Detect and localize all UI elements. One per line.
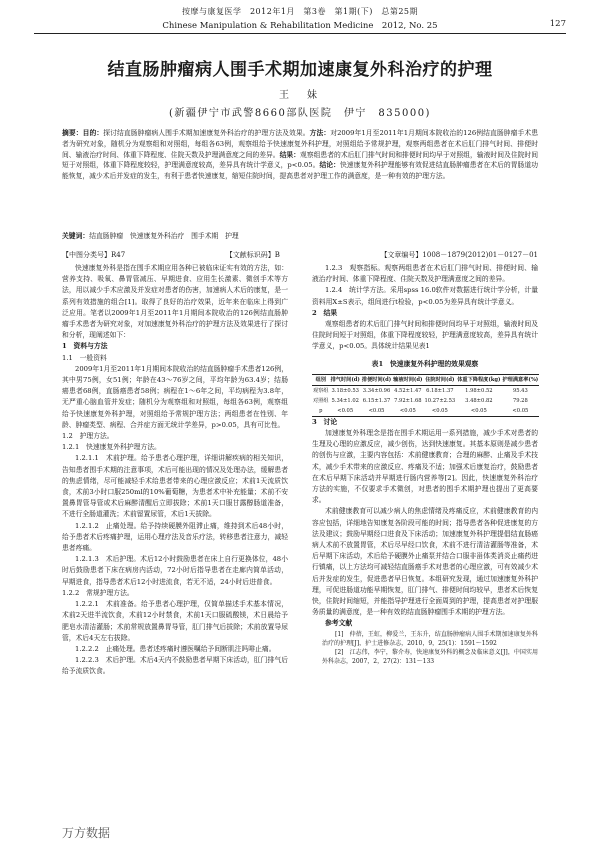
article-title: 结直肠肿瘤病人围手术期加速康复外科治疗的护理 [107,60,493,80]
table-cell: 3.18±0.53 [331,387,359,394]
right-column [312,263,538,666]
table-row [312,406,539,417]
table-cell: 3.48±0.82 [465,397,493,404]
page-number: 127 [549,19,566,29]
section-heading: 1.2 护理方法。 [62,432,114,441]
wanfang-watermark: 万方数据 [62,826,111,840]
abstract-objective: 探讨结直肠肿瘤病人围手术期加速康复外科治疗的护理方法及效果。 [103,129,310,137]
table-cell: 10.27±2.53 [424,397,456,404]
body-paragraph: 1.2.1.2 止痛处理。给予持续硬膜外阻滞止痛，维持到术后48小时，给予患者术后疼痛护理，运用心理疗法及音乐疗法，转移患者注意力，减轻患者疼痛。 [62,521,288,553]
table-cell: 79.28 [512,397,528,404]
table-cell: 5.34±1.02 [331,397,359,404]
table-cell: 7.92±1.68 [394,397,422,404]
table-cell: 1.98±0.52 [465,387,493,394]
table-caption: 表1 快速康复外科护理的效果观察 [371,359,479,368]
body-paragraph: 1.2.3 观察指标。观察两组患者在术后肛门排气时间、排便时间、输液治疗时间、体重下降程度、住院天数及护理满意度之间的差异。 [312,264,538,284]
keywords [62,231,538,241]
abstract-conclusion-label: 结论： [319,161,340,170]
keywords-text: 结直肠肿瘤 快速康复外科治疗 围手术期 护理 [89,232,239,240]
header-rule [34,33,566,34]
abstract-method: 对2009年1月至2011年1月期间本院收治的126例结直肠肿瘤手术患者为研究对象，随机分为观察组和对照组，每组各63例，观察组给予快速康复外科护理，对照组给予常规护理，观察两组患者在术后肛门排气时间、排便时间、输液治疗时间、体重下降程度、住院天数及护理满意度之间的差异。 [62,129,539,159]
body-paragraph: 1.2.1.1 术前护理。给予患者心理护理，详细讲解疾病的相关知识，告知患者围手术期的注意事项，术后可能出现的情况及处理办法，缓解患者的焦虑情绪，尽可能减轻手术给患者带来的心理应激反应；术前1天流质饮食，术前3小时口服250ml的10%葡萄糖，为患者术中补充能量；术前不安置鼻胃管导管或术后麻醉清醒后立即拔除；术前1天口服甘露醇肠道准备，不进行全肠道灌洗；术前留置尿管，术后1天拔除。 [62,454,288,519]
references [312,618,538,665]
section-heading: 1.1 一般资料 [62,353,107,362]
doc-code: 【文献标识码】B [225,251,280,259]
section-heading: 1 资料与方法 [62,342,108,351]
reference-item: [1] 仲蓓，王虹，柳爱兰，王东升，结直肠肿瘤病人围手术期加速康复外科治疗的护理[J]，护士进修杂志，2010，9，25(1)：1591～1592 [322,630,538,647]
table-cell: 6.15±1.37 [362,397,391,404]
reference-item: [2] 江志伟，李宁，黎介寿，快速康复外科的概念及临床意义[J]，中国实用外科杂志，2007，2，27(2)：131～133 [322,648,538,665]
abstract-result-label: 结果： [279,150,301,159]
clc-number: 【中图分类号】R47 [62,251,126,259]
body-paragraph: 加速康复外科理念是指在围手术期运用一系列措施，减少手术对患者的生理及心理的应激反应，减少创伤，达到快速康复。其基本原则是减少患者的创伤与应激，主要内容包括：术前健康教育；合理的麻醉、止痛及手术技术，减少手术带来的应激反应、疼痛及不适；加强术后康复治疗，鼓励患者在术后早期下床活动并早期进行肠内营养等[2]。因此，快速康复外科治疗方法的实施，不仅要求手术微创，对患者的围手术期护理也提出了更高要求。 [312,429,538,505]
body-paragraph: 快速康复外科是指在围手术期应用各种已被临床证实有效的方法，如：营养支持、吸氧、鼻胃管减压、早期进食、应用生长激素、微创手术等方法，用以减少手术应激及并发症对患者的伤害，加速病人术后的康复，是一系列有效措施的组合[1]。取得了良好的治疗效果，近年来在临床上得到广泛应用。笔者以2009年1月至2011年1月期间本院收治的126例结直肠肿瘤手术患者为研究对象，对加速康复外科治疗的护理方法及效果进行了探讨和分析，现阐述如下： [62,264,288,340]
article-number: 【文章编号】1008－1879(2012)01－0127－01 [380,251,538,259]
journal-header-en: Chinese Manipulation & Rehabilitation Medicine 2012, No. 25 [162,21,438,31]
table-cell: <0.05 [368,407,385,414]
body-paragraph: 观察组患者的术后肛门排气时间和排便时间均早于对照组，输液时间及住院时间短于对照组，体重下降程度较轻，护理满意度较高，差异具有统计学意义，p<0.05。具体统计结果见表1 [312,320,538,351]
body-paragraph: 1.2.2.3 术后护理。术后4天内不鼓励患者早期下床活动，肛门排气后给予流质饮食。 [62,656,288,676]
table-row [312,385,539,396]
table-cell: p [319,407,323,414]
abstract-label: 摘要： [62,129,83,137]
right-column-bottom [312,417,538,619]
table-header-cell: 输液时间(d) [393,376,423,383]
table-cell: 4.52±1.47 [394,387,422,394]
table-body [312,385,539,416]
results-table-block [312,359,538,417]
abstract [62,128,538,182]
right-column-top [312,263,538,353]
section-heading: 1.2.1 快速康复外科护理方法。 [62,443,161,452]
table-cell: 3.34±0.96 [362,387,391,394]
article-affiliation: (新疆伊宁市武警8660部队医院 伊宁 835000) [169,108,431,119]
table-header-cell: 排便时间(d) [361,376,392,383]
table-cell: <0.05 [337,407,354,414]
section-heading: 1.2.2 常规护理方法。 [62,588,134,597]
table-header-cell: 组别 [315,376,326,383]
table-cell: <0.05 [431,407,448,414]
body-paragraph: 1.2.4 统计学方法。采用spss 16.0软件对数据进行统计学分析，计量资料用X±S表示，组间进行t检验，p<0.05为差异具有统计学意义。 [312,286,538,306]
section-heading: 3 讨论 [312,417,338,426]
body-paragraph: 1.2.1.3 术后护理。术后12小时鼓励患者在床上自行更换体位，48小时后鼓励患者下床在病房内活动，72小时后指导患者在走廊内简单活动，早期进食，指导患者术后12小时进流食，若无不适，24小时后进普食。 [62,555,288,586]
classification-line [62,250,538,260]
journal-header-cn: 按摩与康复医学 2012年1月 第3卷 第1期(下) 总第25期 [181,7,419,16]
article-author: 王 妹 [279,90,321,101]
table-cell: 对照组 [313,397,329,404]
references-list [312,630,538,666]
references-title: 参考文献 [325,619,353,628]
table-header-cell: 住院时间(d) [425,376,455,383]
body-paragraph: 1.2.2.1 术前准备。给予患者心理护理，仅简单描述手术基本情况，术前2天进半流饮食，术前12小时禁食，术前1天口服硫酸镁，术日晨给予肥皂水清洁灌肠；术前常规放置鼻胃导管，肛门排气后拔除；术前放置导尿管，术后4天左右拔除。 [62,600,288,642]
table-cell: 观察组 [313,387,329,394]
abstract-method-label: 方法： [309,129,331,137]
abstract-objective-label: 目的： [82,129,104,137]
section-heading: 2 结果 [312,308,338,317]
abstract-conclusion: 快速康复外科护理能够有效促进结直肠肿瘤患者在术后的胃肠道功能恢复，减少术后并发症的发生，有利于患者快速康复，缩短住院时间，提高患者对护理工作的满意度，是一种有效的护理方法。 [62,161,539,181]
table-header-cell: 排气时间(d) [330,376,360,383]
table-header-cell: 体重下降程度(kg) [457,376,501,383]
table-header-row [312,374,539,385]
keywords-label: 关键词： [62,232,90,240]
left-column [62,263,288,678]
table-cell: <0.05 [399,407,416,414]
abstract-result: 观察组患者的术后肛门排气时间和排便时间均早于对照组，输液时间及住院时间短于对照组，体重下降程度较轻，护理满意度较高，差异具有统计学意义，p<0.05。 [62,150,539,170]
body-paragraph: 2009年1月至2011年1月期间本院收治的结直肠肿瘤手术患者126例，其中男75例，女51例；年龄在43～76岁之间，平均年龄为63.4岁；结肠癌患者68例，直肠癌患者58例；病程在1～6年之间，平均病程为3.8年，无严重心脑血管并发症；随机分为观察组和对照组，每组各63例，观察组给予快速康复外科护理，对照组给予常规护理方法；两组患者在性别、年龄、肿瘤类型、病程、合并症方面无统计学差异，p>0.05，具有可比性。 [62,364,288,429]
body-paragraph: 术前健康教育可以减少病人的焦虑情绪及疼痛反应，术前健康教育的内容应包括，详细地告知康复各阶段可能的时间；指导患者各种促进康复的方法及建议；鼓励早期经口进食及下床活动；加速康复外科护理提倡结直肠癌病人术前不放置胃管，术后尽早经口饮食，术前不进行清洁灌肠等准备，术后早期下床活动，术后给予硬膜外止痛泵并结合口服非甾体类消炎止痛药进行镇痛，以上方法均可减轻结直肠癌手术对患者的心理应激，可有效减少术后并发症的发生，促进患者早日恢复。本组研究发现，通过加速康复外科护理，可促进肠道功能早期恢复，肛门排气、排便时间均较早，患者术后恢复快，住院时间缩短，并能指导护理进行全面周到的护理，提高患者对护理服务质量的满意度，是一种有效的结直肠肿瘤围手术期的护理方法。 [312,507,538,617]
table-cell: 6.18±1.37 [426,387,454,394]
body-paragraph: 1.2.2.2 止痛处理。患者述疼痛时遵医嘱给予间断肌注吗啡止痛。 [75,644,276,653]
table-cell: <0.05 [470,407,487,414]
table-cell: <0.05 [512,407,529,414]
table-row [312,396,539,406]
results-table [312,374,539,417]
table-cell: 95.43 [512,387,528,394]
table-header-cell: 护理满意率(%) [502,376,539,383]
